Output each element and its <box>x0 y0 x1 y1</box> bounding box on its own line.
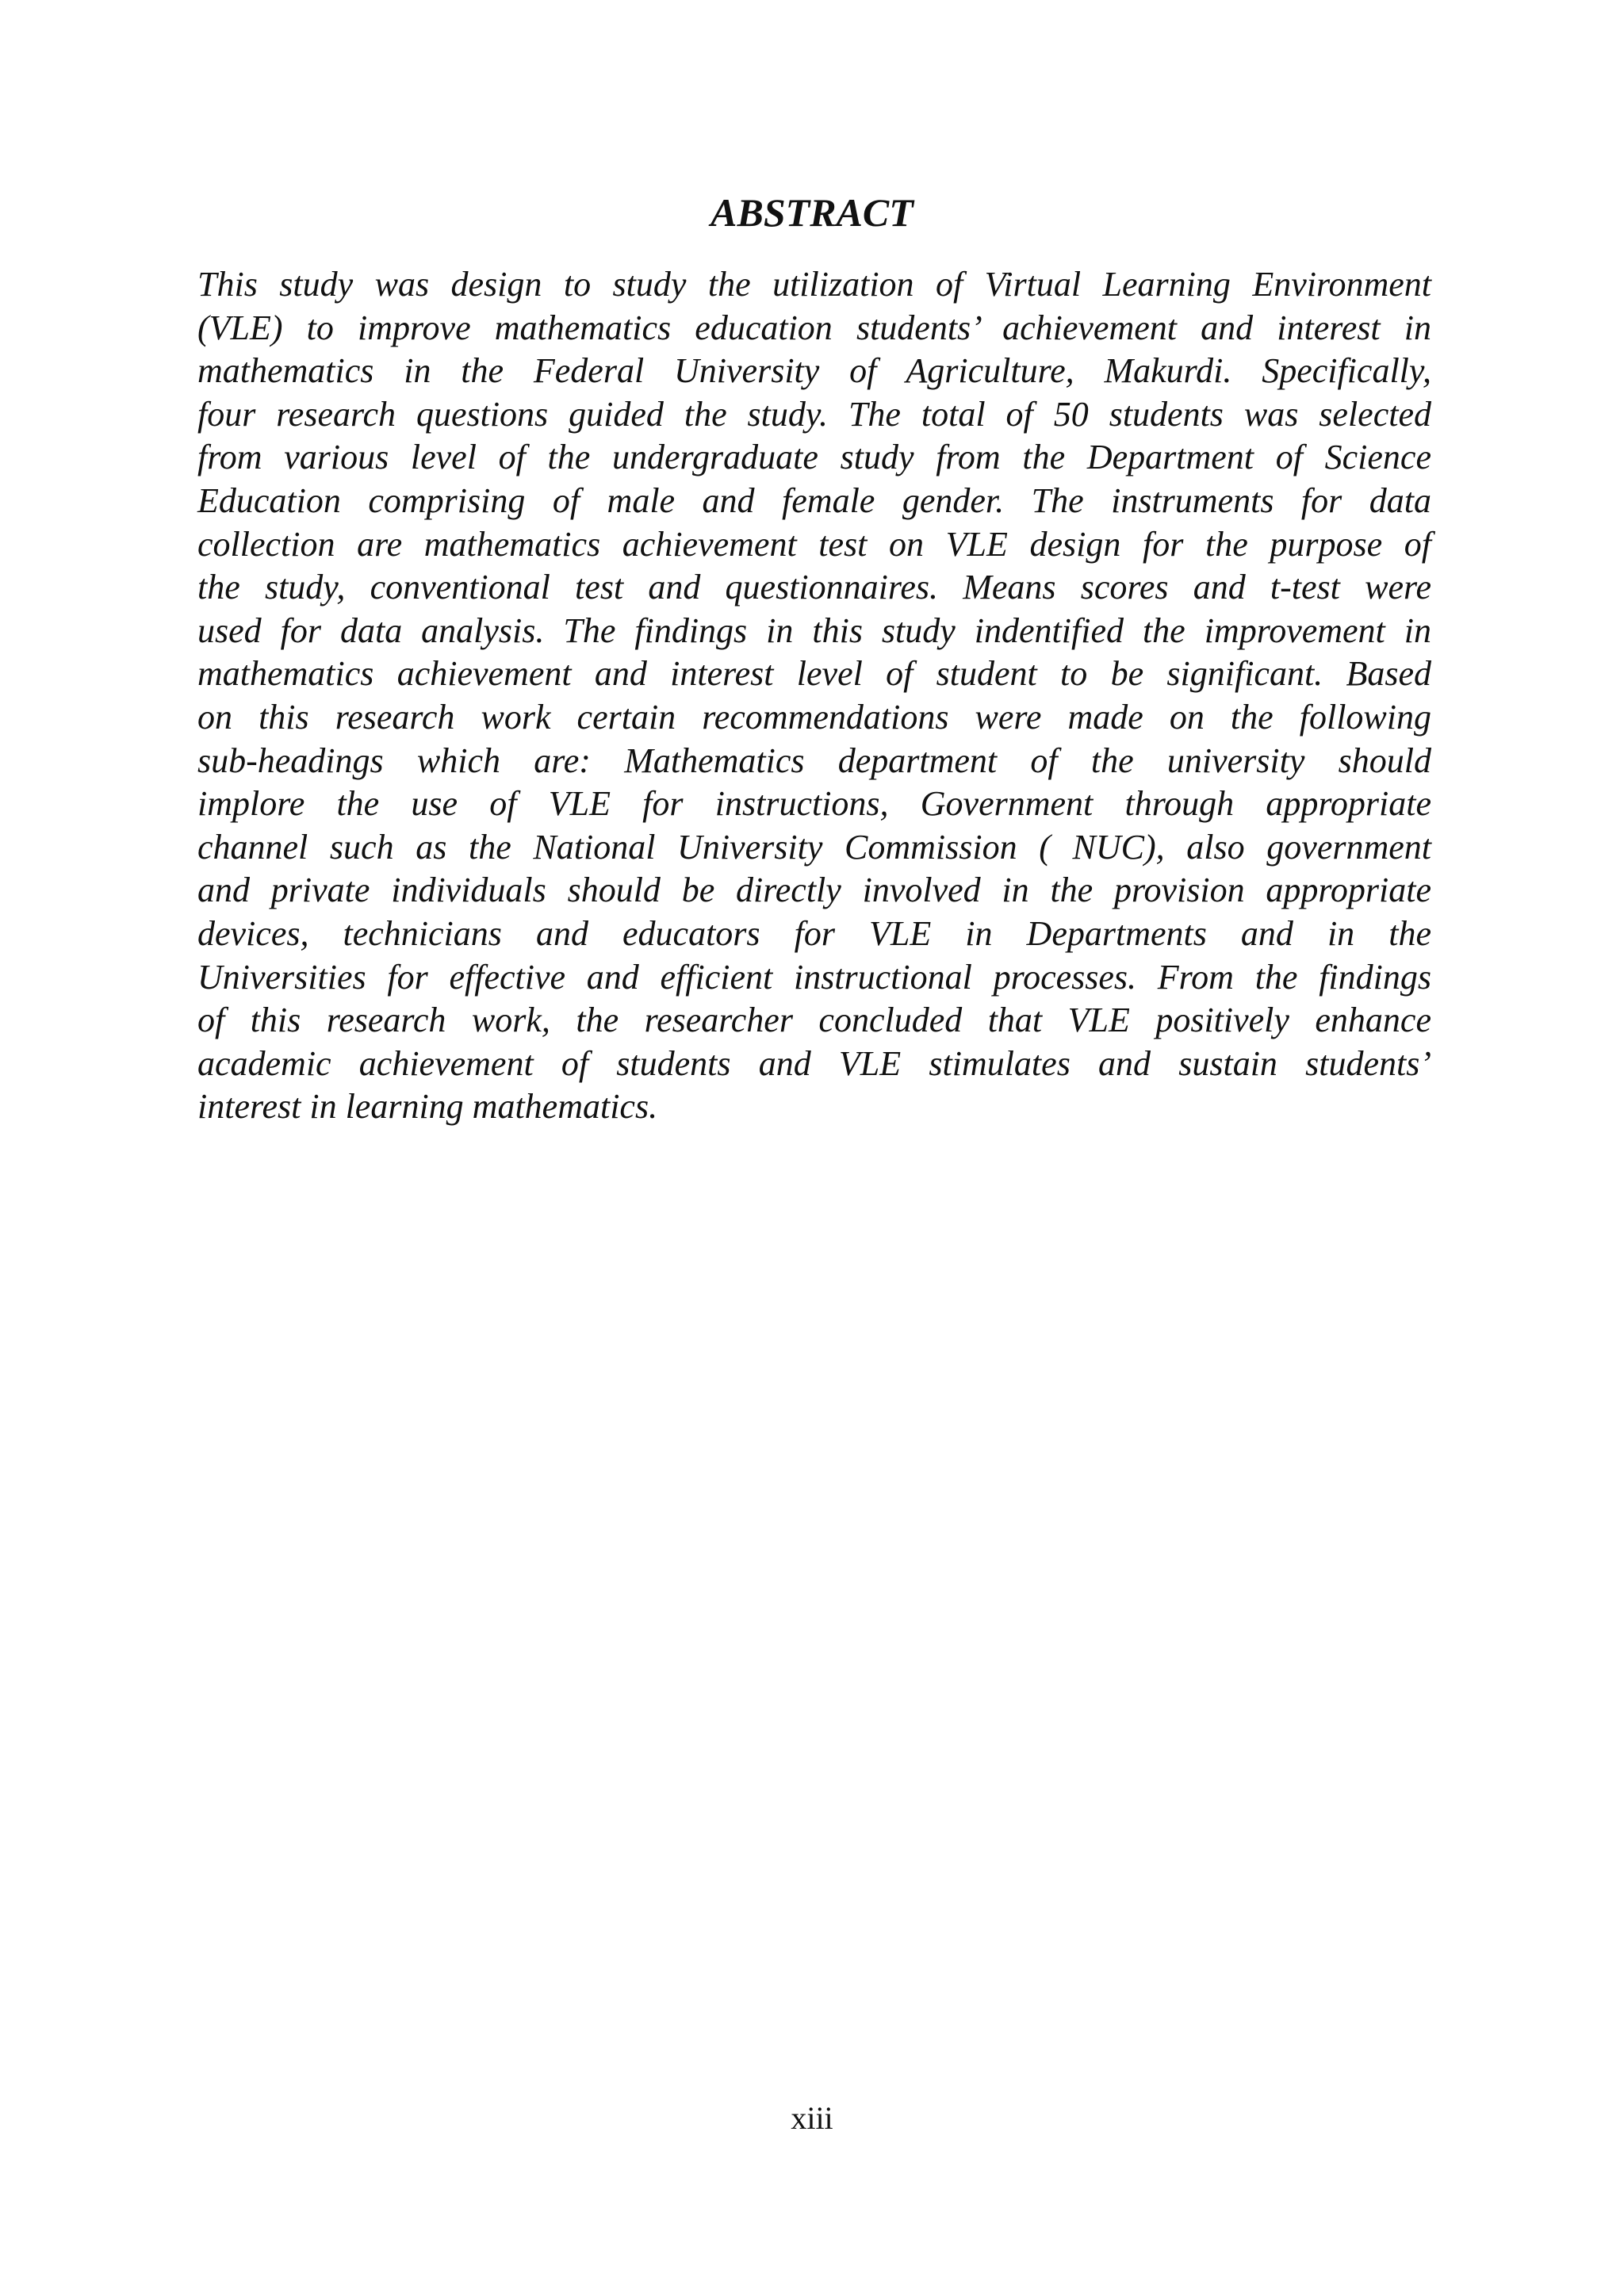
abstract-line: collection are mathematics achievement test on VLE design for the purpose of <box>197 524 1431 564</box>
abstract-body <box>197 263 1431 1129</box>
abstract-line: the study, conventional test and questionnaires. Means scores and t-test were <box>197 568 1431 607</box>
abstract-line: mathematics achievement and interest level of student to be significant. Based <box>197 654 1431 694</box>
abstract-line: sub-headings which are: Mathematics department of the university should <box>197 740 1431 780</box>
abstract-line: Universities for effective and efficient instructional processes. From the findings <box>197 957 1431 997</box>
abstract-line: Education comprising of male and female gender. The instruments for data <box>197 480 1431 520</box>
abstract-line: implore the use of VLE for instructions, Government through appropriate <box>197 784 1431 824</box>
abstract-line: mathematics in the Federal University of Agriculture, Makurdi. Specifically, <box>197 351 1431 391</box>
abstract-line: academic achievement of students and VLE stimulates and sustain students’ <box>197 1043 1431 1083</box>
abstract-line: from various level of the undergraduate study from the Department of Science <box>197 438 1431 477</box>
page-number: xiii <box>791 2100 833 2136</box>
abstract-line: of this research work, the researcher concluded that VLE positively enhance <box>197 1001 1431 1040</box>
abstract-line: used for data analysis. The findings in this study indentified the improvement in <box>197 610 1431 650</box>
abstract-line: (VLE) to improve mathematics education students’ achievement and interest in <box>197 308 1431 347</box>
abstract-line: This study was design to study the utilization of Virtual Learning Environment <box>197 265 1431 304</box>
abstract-line: channel such as the National University Commission ( NUC), also government <box>197 827 1431 867</box>
abstract-line: four research questions guided the study. The total of 50 students was selected <box>197 394 1431 434</box>
abstract-heading: ABSTRACT <box>710 190 914 235</box>
abstract-line: and private individuals should be directly involved in the provision appropriate <box>197 871 1431 910</box>
abstract-line: interest in learning mathematics. <box>197 1087 658 1127</box>
abstract-line: on this research work certain recommendations were made on the following <box>197 697 1431 737</box>
abstract-line: devices, technicians and educators for VLE in Departments and in the <box>197 913 1431 953</box>
